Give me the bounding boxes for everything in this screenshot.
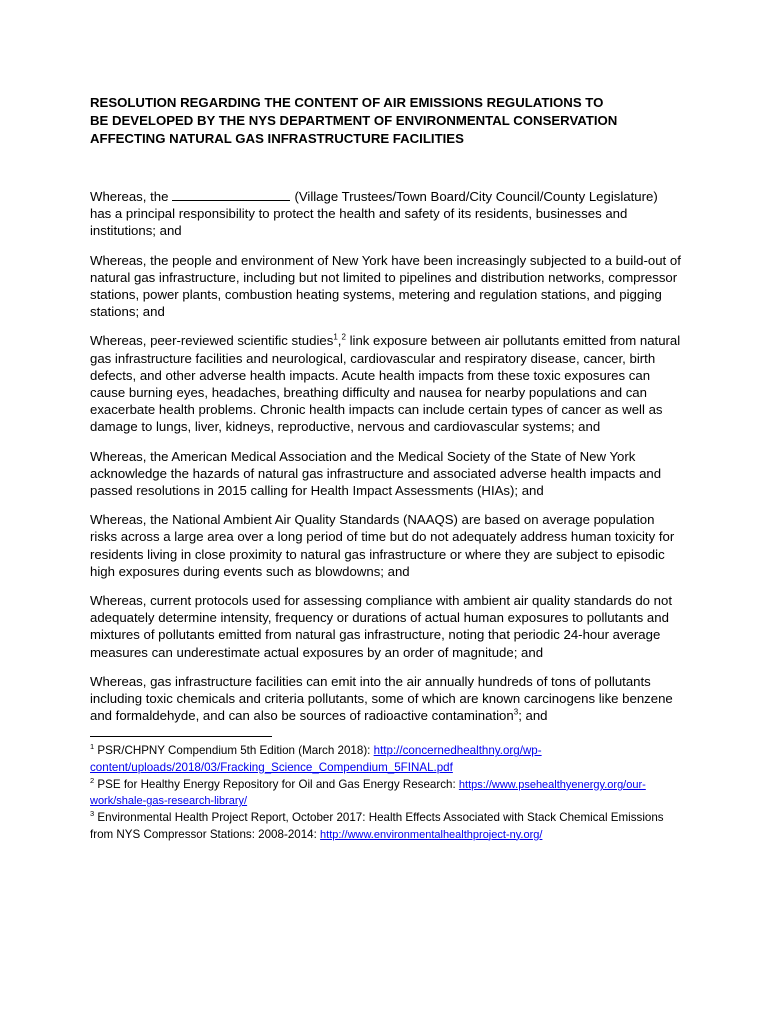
footnote-ref-1[interactable]: 1 [333,333,338,343]
footnote-number: 2 [90,776,95,786]
footnote-link[interactable]: http://www.environmentalhealthproject-ny.org/ [320,828,543,841]
fill-in-blank[interactable] [172,189,290,201]
whereas-paragraph-2: Whereas, the people and environment of New York have been increasingly subjected to a build-out of natural gas infrastructure, including but not limited to pipelines and distribution networks, compressor stations, power plants, combustion heating systems, metering and regulation stations, and pigging stations; and [90,252,681,320]
document-page [90,94,682,844]
footnote-text: PSR/CHPNY Compendium 5th Edition (March 2018): [94,744,374,758]
ref-separator: , [337,333,342,349]
whereas-paragraph-7 [90,673,682,725]
paragraph-text: (Village Trustees/Town Board/City Council/County Legislature) has a principal responsibility to protect the health and safety of its residents, businesses and institutions; and [90,189,658,239]
footnote-text: Environmental Health Project Report, October 2017: Health Effects Associated with Stack Chemical Emissions from NYS Compressor Stations: 2008-2014: [90,811,664,841]
footnote-number: 3 [90,809,95,819]
paragraph-text: Whereas, peer-reviewed scientific studies [90,333,334,349]
footnote-link[interactable]: http://concernedhealthny.org/wp-content/uploads/2018/03/Fracking_Science_Compendium_5FINAL.pdf [90,744,542,774]
whereas-paragraph-5: Whereas, the National Ambient Air Quality Standards (NAAQS) are based on average population risks across a large area over a long period of time but do not adequately address human toxicity for residents living in close proximity to natural gas infrastructure or where they are subject to episodic high exposures during events such as blowdowns; and [90,512,675,579]
footnote-2 [90,777,682,809]
whereas-paragraph-3 [90,332,682,435]
paragraph-text: Whereas, the [90,189,169,204]
whereas-paragraph-4: Whereas, the American Medical Association and the Medical Society of the State of New York acknowledge the hazards of natural gas infrastructure and associated adverse health impacts and passed resolutions in 2015 calling for Health Impact Assessments (HIAs); and [90,448,662,499]
paragraph-text: link exposure between air pollutants emitted from natural gas infrastructure facilities and neurological, cardiovascular and respiratory disease, cancer, birth defects, and other adverse health impacts. Acute health impacts from these toxic exposures can cause burning eyes, headaches, breathing difficulty and nausea for nearby populations and can exacerbate health problems. Chronic health impacts can include certain types of cancer as well as damage to lungs, liver, kidneys, reproductive, nervous and cardiovascular systems; and [90,333,681,435]
paragraph-text: Whereas, gas infrastructure facilities can emit into the air annually hundreds of tons of pollutants including toxic chemicals and criteria pollutants, some of which are known carcinogens like benzene and formaldehyde, and can also be sources of radioactive contamination [90,673,673,724]
footnote-number: 1 [90,742,95,752]
footnote-ref-2[interactable]: 2 [341,333,346,343]
whereas-paragraph-6: Whereas, current protocols used for assessing compliance with ambient air quality standards do not adequately determine intensity, frequency or durations of actual human exposures to pollutants and mixtures of pollutants emitted from natural gas infrastructure, noting that periodic 24-hour average measures can underestimate actual exposures by an order of magnitude; and [90,593,673,660]
footnote-1 [90,743,682,775]
whereas-paragraph-1 [90,188,682,240]
footnote-link[interactable]: https://www.psehealthyenergy.org/our-work/shale-gas-research-library/ [90,778,646,808]
resolution-title: RESOLUTION REGARDING THE CONTENT OF AIR EMISSIONS REGULATIONS TO BE DEVELOPED BY THE NYS DEPARTMENT OF ENVIRONMENTAL CONSERVATION AFFECTING NATURAL GAS INFRASTRUCTURE FACILITIES [90,95,618,146]
footnote-ref-3[interactable]: 3 [513,707,519,717]
footnote-3 [90,810,682,842]
footnote-divider [90,736,272,737]
paragraph-text: ; and [518,708,548,724]
footnote-text: PSE for Healthy Energy Repository for Oil and Gas Energy Research: [94,777,459,791]
